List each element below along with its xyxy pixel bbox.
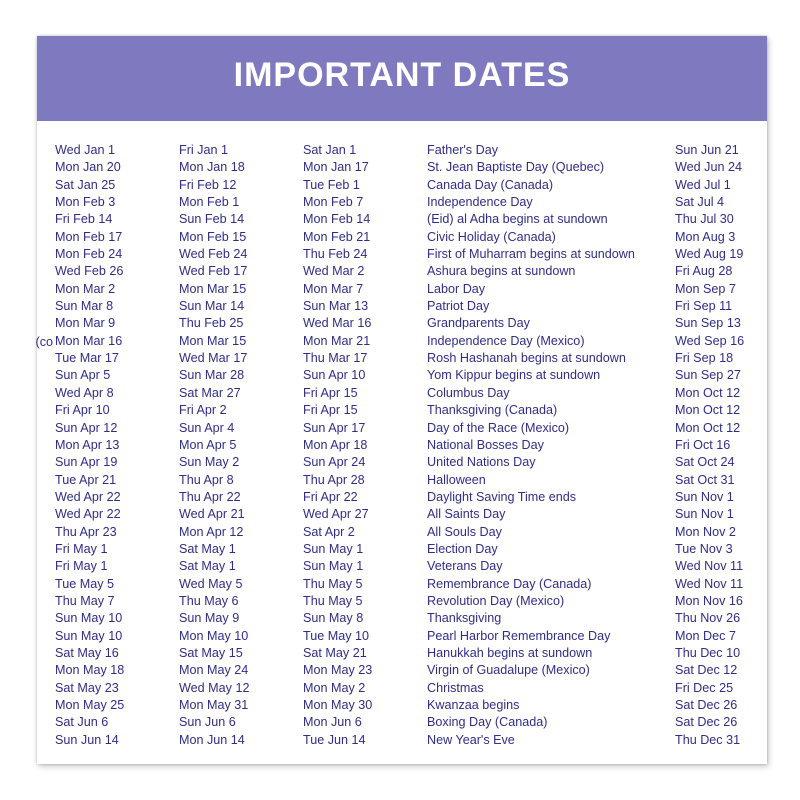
date-entry: Mon Nov 2 xyxy=(675,524,736,539)
date-entry: Mon Mar 21 xyxy=(303,333,371,348)
date-entry: Mon Feb 3 xyxy=(55,195,116,210)
date-entry: Sun Apr 12 xyxy=(55,420,118,435)
date-entry: Sun Jun 21 xyxy=(675,143,739,157)
date-entry: Mon May 2 xyxy=(303,680,366,695)
date-entry: Wed Mar 16 xyxy=(303,316,372,331)
date-entry: Sat Dec 26 xyxy=(675,698,738,712)
date-entry: Fri Dec 25 xyxy=(675,680,734,695)
date-entry: Fri Apr 10 xyxy=(55,403,110,418)
date-entry: Fri Apr 15 xyxy=(303,385,358,400)
date-entry: Wed Apr 22 xyxy=(55,507,121,522)
date-entry: Sun Apr 24 xyxy=(303,455,366,470)
date-entry: Thu Apr 23 xyxy=(55,524,117,539)
date-entry: Mon Jan 17 xyxy=(303,160,369,175)
date-column-a xyxy=(55,142,124,749)
date-entry: Sun May 9 xyxy=(179,611,240,626)
holiday-entry: Kwanzaa begins xyxy=(427,698,520,712)
date-entry: Thu Dec 10 xyxy=(675,645,741,660)
date-entry: Sat Jul 4 xyxy=(675,195,725,210)
date-entry: Fri May 1 xyxy=(55,559,108,574)
date-entry: Mon May 30 xyxy=(303,698,373,712)
date-entry: Sun Apr 4 xyxy=(179,420,235,435)
holiday-entry: Virgin of Guadalupe (Mexico) xyxy=(427,663,590,678)
date-entry: Mon Feb 17 xyxy=(55,229,123,244)
holiday-entry: Civic Holiday (Canada) xyxy=(427,229,556,244)
date-entry: Sun May 10 xyxy=(55,611,123,626)
date-entry: Wed Apr 8 xyxy=(55,385,114,400)
date-entry: Sun May 8 xyxy=(303,611,364,626)
date-entry: Sat Jun 6 xyxy=(55,715,109,730)
holiday-entry: Election Day xyxy=(427,541,498,556)
holiday-entry: Columbus Day xyxy=(427,385,510,400)
date-entry: Sun Apr 10 xyxy=(303,368,366,383)
date-entry: Mon Oct 12 xyxy=(675,403,741,418)
date-entry: Sat May 21 xyxy=(303,645,367,660)
date-entry: Mon Apr 13 xyxy=(55,437,120,452)
date-entry: Sun Nov 1 xyxy=(675,489,734,504)
date-entry: Mon May 10 xyxy=(179,628,249,643)
date-entry: Mon Dec 7 xyxy=(675,628,736,643)
date-entry: Mon Feb 15 xyxy=(179,229,247,244)
date-entry: Fri Apr 2 xyxy=(179,403,227,418)
date-entry: Wed Nov 11 xyxy=(675,576,744,591)
holiday-entry: Hanukkah begins at sundown xyxy=(427,645,593,660)
date-entry: Mon May 25 xyxy=(55,698,125,712)
date-entry: Sun Jun 6 xyxy=(179,715,236,730)
holiday-entry: Labor Day xyxy=(427,281,486,296)
date-entry: Sat May 1 xyxy=(179,559,236,574)
date-entry: Sun Apr 17 xyxy=(303,420,366,435)
date-entry: Mon Mar 2 xyxy=(55,281,116,296)
date-entry: Mon Mar 15 xyxy=(179,281,247,296)
date-entry: Fri Sep 18 xyxy=(675,351,734,366)
date-entry: Tue Nov 3 xyxy=(675,541,733,556)
date-entry: Thu Feb 25 xyxy=(179,316,244,331)
date-entry: Mon Aug 3 xyxy=(675,229,736,244)
date-entry: Fri Feb 14 xyxy=(55,212,113,227)
holiday-entry: Boxing Day (Canada) xyxy=(427,715,548,730)
holiday-entry: First of Muharram begins at sundown xyxy=(427,247,635,262)
date-entry: Sat Oct 31 xyxy=(675,472,735,487)
date-entry: Wed Feb 17 xyxy=(179,264,248,279)
date-entry: Mon May 24 xyxy=(179,663,249,678)
date-entry: Wed Jul 1 xyxy=(675,177,731,192)
cut-off-text-fragment: co) xyxy=(35,335,53,349)
date-entry: Sat May 15 xyxy=(179,645,243,660)
date-entry: Wed Feb 24 xyxy=(179,247,248,262)
date-entry: Wed Sep 16 xyxy=(675,333,745,348)
date-entry: Wed Aug 19 xyxy=(675,247,744,262)
date-entry: Thu Mar 17 xyxy=(303,351,368,366)
title-banner xyxy=(37,36,767,121)
date-entry: Mon Mar 15 xyxy=(179,333,247,348)
date-entry: Sun Sep 13 xyxy=(675,316,741,331)
date-entry: Sun Mar 14 xyxy=(179,299,245,314)
date-entry: Sun Sep 27 xyxy=(675,368,741,383)
date-entry: Sat Mar 27 xyxy=(179,385,241,400)
date-entry: Mon Feb 7 xyxy=(303,195,364,210)
date-entry: Tue Jun 14 xyxy=(303,732,366,747)
date-entry: Sun Jun 14 xyxy=(55,732,119,747)
holiday-entry: Canada Day (Canada) xyxy=(427,177,554,192)
holiday-entry: St. Jean Baptiste Day (Quebec) xyxy=(427,160,605,175)
date-entry: Mon Mar 9 xyxy=(55,316,116,331)
date-entry: Wed Mar 17 xyxy=(179,351,248,366)
date-entry: Fri Feb 12 xyxy=(179,177,237,192)
date-entry: Sat Jan 1 xyxy=(303,143,357,157)
holiday-entry: Veterans Day xyxy=(427,559,503,574)
date-entry: Wed May 12 xyxy=(179,680,250,695)
date-entry: Sun May 2 xyxy=(179,455,240,470)
holiday-entry: Rosh Hashanah begins at sundown xyxy=(427,351,626,366)
date-entry: Sun Feb 14 xyxy=(179,212,245,227)
date-entry: Sun May 10 xyxy=(55,628,123,643)
date-entry: Thu May 5 xyxy=(303,576,363,591)
date-entry: Sat May 23 xyxy=(55,680,119,695)
date-entry: Thu Feb 24 xyxy=(303,247,368,262)
holiday-entry: All Souls Day xyxy=(427,524,502,539)
date-entry: Thu May 7 xyxy=(55,593,115,608)
date-entry: Mon May 31 xyxy=(179,698,249,712)
date-entry: Sun May 1 xyxy=(303,559,364,574)
date-entry: Fri Aug 28 xyxy=(675,264,733,279)
date-entry: Sat May 1 xyxy=(179,541,236,556)
holiday-entry: (Eid) al Adha begins at sundown xyxy=(427,212,608,227)
holiday-name-column xyxy=(427,142,635,749)
date-entry: Tue Mar 17 xyxy=(55,351,119,366)
holiday-entry: Thanksgiving (Canada) xyxy=(427,403,558,418)
date-entry: Mon Apr 18 xyxy=(303,437,368,452)
date-entry: Mon Jun 6 xyxy=(303,715,362,730)
date-entry: Sun Mar 13 xyxy=(303,299,369,314)
date-entry: Mon Mar 16 xyxy=(55,333,123,348)
date-entry: Mon Mar 7 xyxy=(303,281,364,296)
date-entry: Mon Feb 24 xyxy=(55,247,123,262)
holiday-entry: Daylight Saving Time ends xyxy=(427,489,577,504)
date-entry: Mon Apr 12 xyxy=(179,524,244,539)
holiday-entry: Thanksgiving xyxy=(427,611,502,626)
date-column-b xyxy=(179,142,249,749)
date-column-d xyxy=(675,142,744,749)
holiday-entry: Grandparents Day xyxy=(427,316,530,331)
date-entry: Thu Apr 22 xyxy=(179,489,241,504)
holiday-entry: Christmas xyxy=(427,680,484,695)
date-entry: Wed Jan 1 xyxy=(55,143,115,157)
date-entry: Sat Jan 25 xyxy=(55,177,116,192)
date-entry: Sun Apr 5 xyxy=(55,368,111,383)
date-entry: Thu May 5 xyxy=(303,593,363,608)
holiday-entry: National Bosses Day xyxy=(427,437,544,452)
holiday-entry: Pearl Harbor Remembrance Day xyxy=(427,628,611,643)
date-entry: Tue May 10 xyxy=(303,628,370,643)
date-entry: Sat Oct 24 xyxy=(675,455,735,470)
date-entry: Wed Apr 21 xyxy=(179,507,245,522)
date-entry: Fri Sep 11 xyxy=(675,299,733,314)
date-entry: Wed Apr 27 xyxy=(303,507,369,522)
date-entry: Tue May 5 xyxy=(55,576,115,591)
date-entry: Mon Sep 7 xyxy=(675,281,736,296)
date-entry: Mon Jan 20 xyxy=(55,160,121,175)
date-entry: Sat May 16 xyxy=(55,645,119,660)
date-entry: Sun Apr 19 xyxy=(55,455,118,470)
date-entry: Wed Feb 26 xyxy=(55,264,124,279)
date-entry: Sat Dec 26 xyxy=(675,715,738,730)
date-entry: Mon Apr 5 xyxy=(179,437,237,452)
date-entry: Tue Apr 21 xyxy=(55,472,117,487)
date-entry: Sat Apr 2 xyxy=(303,524,355,539)
date-entry: Sun May 1 xyxy=(303,541,364,556)
holiday-entry: Yom Kippur begins at sundown xyxy=(427,368,601,383)
date-entry: Wed May 5 xyxy=(179,576,243,591)
date-entry: Thu Apr 8 xyxy=(179,472,234,487)
date-entry: Mon May 18 xyxy=(55,663,125,678)
holiday-entry: United Nations Day xyxy=(427,455,536,470)
holiday-entry: Halloween xyxy=(427,472,486,487)
date-entry: Thu Dec 31 xyxy=(675,732,741,747)
date-entry: Mon Oct 12 xyxy=(675,385,741,400)
calendar-page xyxy=(37,36,767,764)
date-entry: Wed Mar 2 xyxy=(303,264,365,279)
date-entry: Mon Feb 1 xyxy=(179,195,240,210)
date-entry: Sun Mar 28 xyxy=(179,368,245,383)
date-entry: Sun Nov 1 xyxy=(675,507,734,522)
page-title: IMPORTANT DATES xyxy=(233,56,571,94)
holiday-entry: Independence Day xyxy=(427,195,533,210)
date-entry: Fri Jan 1 xyxy=(179,143,228,157)
date-entry: Fri Apr 15 xyxy=(303,403,358,418)
date-entry: Mon Oct 12 xyxy=(675,420,741,435)
date-entry: Mon Nov 16 xyxy=(675,593,743,608)
holiday-entry: Revolution Day (Mexico) xyxy=(427,593,565,608)
date-entry: Mon May 23 xyxy=(303,663,373,678)
date-entry: Tue Feb 1 xyxy=(303,177,360,192)
holiday-entry: All Saints Day xyxy=(427,507,506,522)
date-entry: Mon Feb 21 xyxy=(303,229,371,244)
holiday-entry: Ashura begins at sundown xyxy=(427,264,576,279)
date-entry: Mon Feb 14 xyxy=(303,212,371,227)
holiday-entry: Independence Day (Mexico) xyxy=(427,333,585,348)
date-entry: Sat Dec 12 xyxy=(675,663,738,678)
holiday-entry: Remembrance Day (Canada) xyxy=(427,576,592,591)
holiday-entry: Day of the Race (Mexico) xyxy=(427,420,570,435)
date-entry: Mon Jan 18 xyxy=(179,160,245,175)
holiday-entry: Father's Day xyxy=(427,143,498,157)
holiday-entry: New Year's Eve xyxy=(427,732,515,747)
date-entry: Wed Apr 22 xyxy=(55,489,121,504)
date-entry: Fri Oct 16 xyxy=(675,437,731,452)
date-entry: Thu Jul 30 xyxy=(675,212,734,227)
date-entry: Thu Apr 28 xyxy=(303,472,365,487)
date-entry: Thu May 6 xyxy=(179,593,239,608)
date-entry: Fri May 1 xyxy=(55,541,108,556)
date-entry: Mon Jun 14 xyxy=(179,732,245,747)
date-column-c xyxy=(303,142,372,749)
date-entry: Thu Nov 26 xyxy=(675,611,741,626)
date-entry: Wed Nov 11 xyxy=(675,559,744,574)
date-entry: Sun Mar 8 xyxy=(55,299,114,314)
date-entry: Wed Jun 24 xyxy=(675,160,742,175)
date-entry: Fri Apr 22 xyxy=(303,489,358,504)
holiday-entry: Patriot Day xyxy=(427,299,490,314)
